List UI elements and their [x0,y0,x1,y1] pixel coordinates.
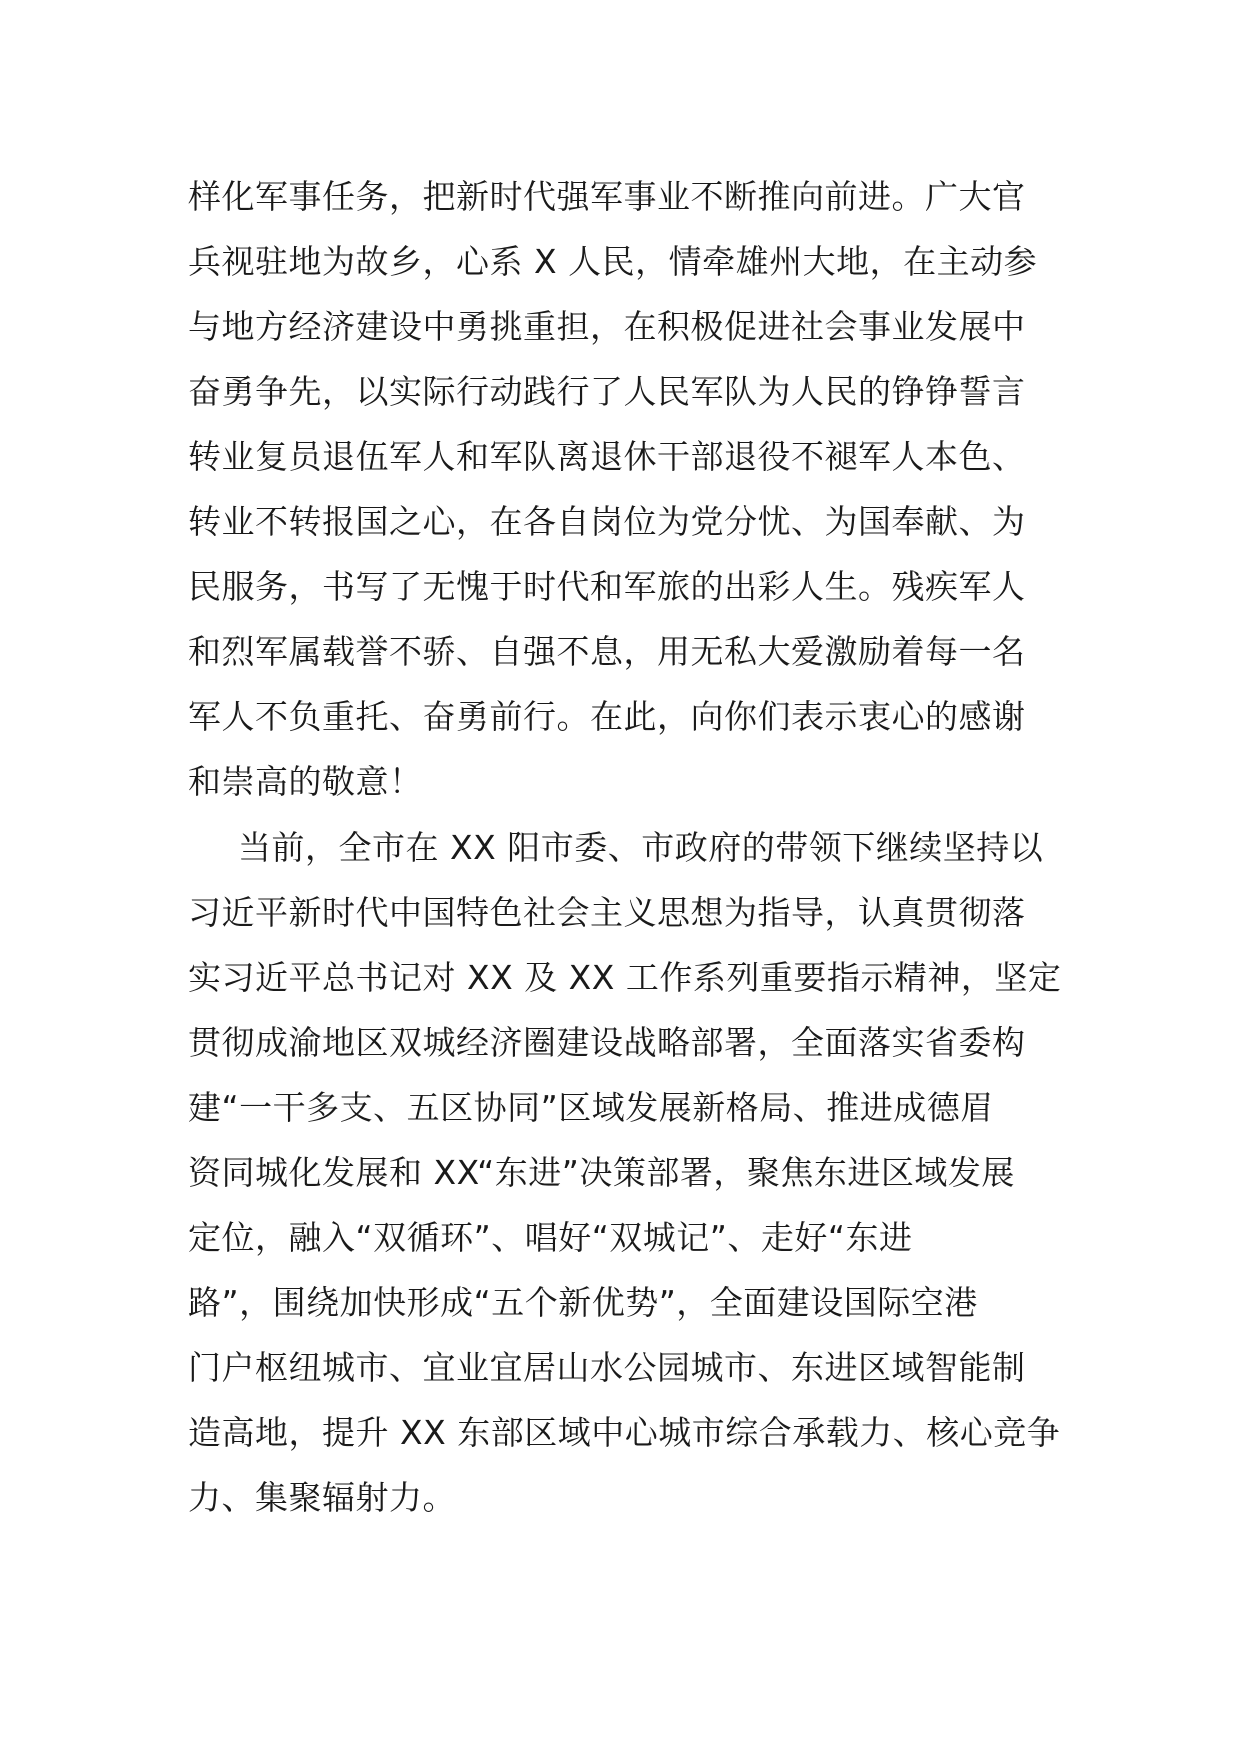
text-line: 和烈军属载誉不骄、自强不息，用无私大爱激励着每一名 [188,632,1026,671]
text-line: 定位，融入“双循环”、唱好“双城记”、走好“东进 [188,1218,913,1257]
text-line: 转业不转报国之心，在各自岗位为党分忧、为国奉献、为 [188,502,1026,541]
text-line: 路”，围绕加快形成“五个新优势”，全面建设国际空港 [188,1283,978,1322]
text-line: 转业复员退伍军人和军队离退休干部退役不褪军人本色、 [188,437,1026,476]
paragraph-2 [188,815,1062,1530]
text-line: 与地方经济建设中勇挑重担，在积极促进社会事业发展中 [188,307,1026,346]
text-line: 当前，全市在 XX 阳市委、市政府的带领下继续坚持以 [238,828,1044,867]
text-line: 实习近平总书记对 XX 及 XX 工作系列重要指示精神，坚定 [188,958,1062,997]
text-line: 习近平新时代中国特色社会主义思想为指导，认真贯彻落 [188,893,1026,932]
text-line: 样化军事任务，把新时代强军事业不断推向前进。广大官 [188,177,1026,216]
text-line: 门户枢纽城市、宜业宜居山水公园城市、东进区域智能制 [188,1348,1026,1387]
paragraph-1 [188,164,1058,814]
text-line: 民服务，书写了无愧于时代和军旅的出彩人生。残疾军人 [188,567,1026,606]
text-line: 力、集聚辐射力。 [188,1478,456,1517]
text-line: 造高地，提升 XX 东部区域中心城市综合承载力、核心竞争 [188,1413,1061,1452]
text-line: 资同城化发展和 XX“东进”决策部署，聚焦东进区域发展 [188,1153,1015,1192]
text-line: 兵视驻地为故乡，心系 X 人民，情牵雄州大地，在主动参 [188,242,1038,281]
text-line: 和崇高的敬意！ [188,762,423,801]
text-line: 军人不负重托、奋勇前行。在此，向你们表示衷心的感谢 [188,697,1026,736]
text-line: 贯彻成渝地区双城经济圈建设战略部署，全面落实省委构 [188,1023,1026,1062]
text-line: 建“一干多支、五区协同”区域发展新格局、推进成德眉 [188,1088,994,1127]
text-line: 奋勇争先，以实际行动践行了人民军队为人民的铮铮誓言 [188,372,1026,411]
